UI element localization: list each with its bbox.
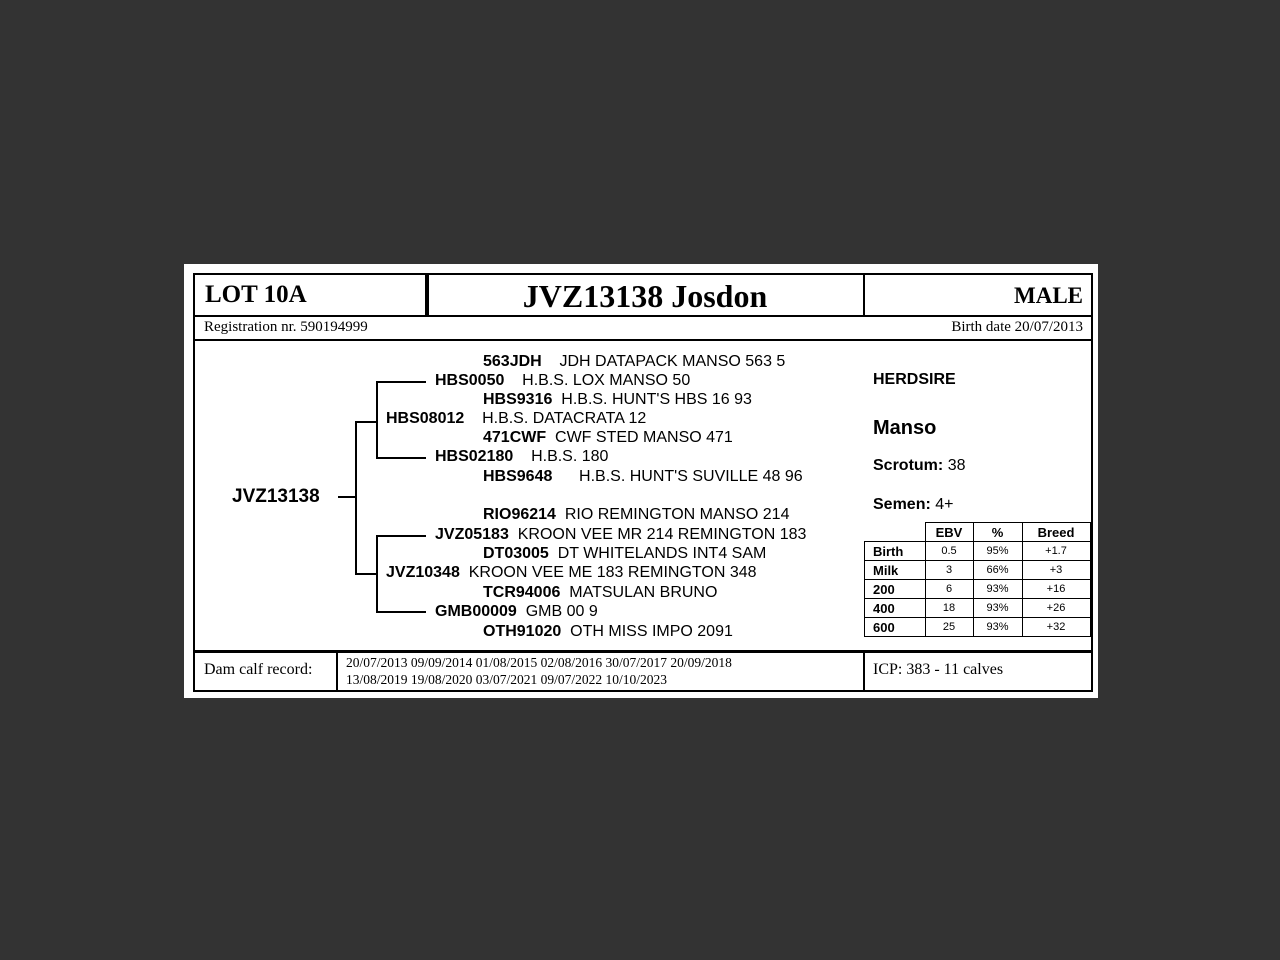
pct-value: 93% bbox=[973, 599, 1022, 618]
ebv-value: 6 bbox=[925, 580, 973, 599]
subject-bracket bbox=[355, 421, 357, 575]
sire-sire-sire: 563JDH JDH DATAPACK MANSO 563 5 bbox=[483, 353, 786, 370]
sire-call-name: Manso bbox=[873, 417, 937, 439]
animal-name: JVZ13138 Josdon bbox=[522, 278, 768, 314]
dam-sire: JVZ05183 KROON VEE MR 214 REMINGTON 183 bbox=[435, 526, 807, 543]
ebv-value: 0.5 bbox=[925, 542, 973, 561]
semen-stat: Semen: 4+ bbox=[873, 496, 954, 513]
table-row bbox=[865, 542, 1091, 561]
sire-sire-connector bbox=[376, 381, 426, 383]
breed-value: +3 bbox=[1022, 561, 1090, 580]
breed-value: +32 bbox=[1022, 618, 1090, 637]
sire-bracket bbox=[376, 381, 378, 459]
pct-value: 93% bbox=[973, 580, 1022, 599]
dam-connector bbox=[355, 573, 377, 575]
dam-bracket bbox=[376, 535, 378, 613]
sire-dam-connector bbox=[376, 457, 426, 459]
table-row bbox=[865, 561, 1091, 580]
row-label: 400 bbox=[865, 599, 926, 618]
ebv-value: 3 bbox=[925, 561, 973, 580]
dam-dam-sire: TCR94006 MATSULAN BRUNO bbox=[483, 584, 718, 601]
dam-calf-dates-line-2: 13/08/2019 19/08/2020 03/07/2021 09/07/2022 10/10/2023 bbox=[346, 672, 668, 687]
dam-calf-dates bbox=[346, 654, 732, 688]
scrotum-stat: Scrotum: 38 bbox=[873, 457, 966, 474]
dam-calf-label-box bbox=[193, 650, 338, 692]
icp-box bbox=[863, 650, 1093, 692]
ebv-value: 18 bbox=[925, 599, 973, 618]
breed-value: +16 bbox=[1022, 580, 1090, 599]
animal-sex: MALE bbox=[1014, 283, 1083, 308]
dam-calf-dates-line-1: 20/07/2013 09/09/2014 01/08/2015 02/08/2016 30/07/2017 20/09/2018 bbox=[346, 655, 732, 670]
sire-connector bbox=[355, 421, 377, 423]
table-row bbox=[865, 599, 1091, 618]
sex-box bbox=[863, 273, 1093, 317]
breed-header: Breed bbox=[1022, 523, 1090, 542]
breed-value: +26 bbox=[1022, 599, 1090, 618]
row-label: 200 bbox=[865, 580, 926, 599]
dam: JVZ10348 KROON VEE ME 183 REMINGTON 348 bbox=[386, 564, 757, 581]
sire-dam: HBS02180 H.B.S. 180 bbox=[435, 448, 609, 465]
breed-value: +1.7 bbox=[1022, 542, 1090, 561]
sire-sire: HBS0050 H.B.S. LOX MANSO 50 bbox=[435, 372, 691, 389]
ebv-value: 25 bbox=[925, 618, 973, 637]
dam-dam-dam: OTH91020 OTH MISS IMPO 2091 bbox=[483, 623, 733, 640]
subject-connector bbox=[338, 496, 356, 498]
table-row bbox=[865, 580, 1091, 599]
row-label: 600 bbox=[865, 618, 926, 637]
sire-dam-sire: 471CWF CWF STED MANSO 471 bbox=[483, 429, 733, 446]
row-label: Milk bbox=[865, 561, 926, 580]
dam-sire-sire: RIO96214 RIO REMINGTON MANSO 214 bbox=[483, 506, 790, 523]
pct-value: 95% bbox=[973, 542, 1022, 561]
birth-date: Birth date 20/07/2013 bbox=[951, 319, 1083, 335]
dam-sire-dam: DT03005 DT WHITELANDS INT4 SAM bbox=[483, 545, 767, 562]
dam-calf-label: Dam calf record: bbox=[204, 661, 313, 678]
ebv-header-row bbox=[865, 523, 1091, 542]
dam-dam: GMB00009 GMB 00 9 bbox=[435, 603, 598, 620]
ebv-header: EBV bbox=[925, 523, 973, 542]
dam-calf-dates-box bbox=[336, 650, 865, 692]
dam-sire-connector bbox=[376, 535, 426, 537]
pct-value: 93% bbox=[973, 618, 1022, 637]
animal-name-box bbox=[425, 273, 865, 317]
sire: HBS08012 H.B.S. DATACRATA 12 bbox=[386, 410, 647, 427]
category-label: HERDSIRE bbox=[873, 371, 956, 388]
lot-card bbox=[184, 264, 1098, 698]
lot-number: LOT 10A bbox=[205, 281, 307, 308]
pct-header: % bbox=[973, 523, 1022, 542]
pct-value: 66% bbox=[973, 561, 1022, 580]
registration-row bbox=[193, 315, 1093, 341]
registration-number: Registration nr. 590194999 bbox=[204, 319, 368, 335]
dam-dam-connector bbox=[376, 611, 426, 613]
table-row bbox=[865, 618, 1091, 637]
ebv-table bbox=[864, 522, 1091, 637]
ebv-corner bbox=[865, 523, 926, 542]
sire-dam-dam: HBS9648 H.B.S. HUNT'S SUVILLE 48 96 bbox=[483, 468, 803, 485]
icp-value: ICP: 383 - 11 calves bbox=[873, 661, 1004, 678]
lot-box bbox=[193, 273, 429, 317]
row-label: Birth bbox=[865, 542, 926, 561]
sire-sire-dam: HBS9316 H.B.S. HUNT'S HBS 16 93 bbox=[483, 391, 752, 408]
subject-code: JVZ13138 bbox=[232, 486, 320, 507]
